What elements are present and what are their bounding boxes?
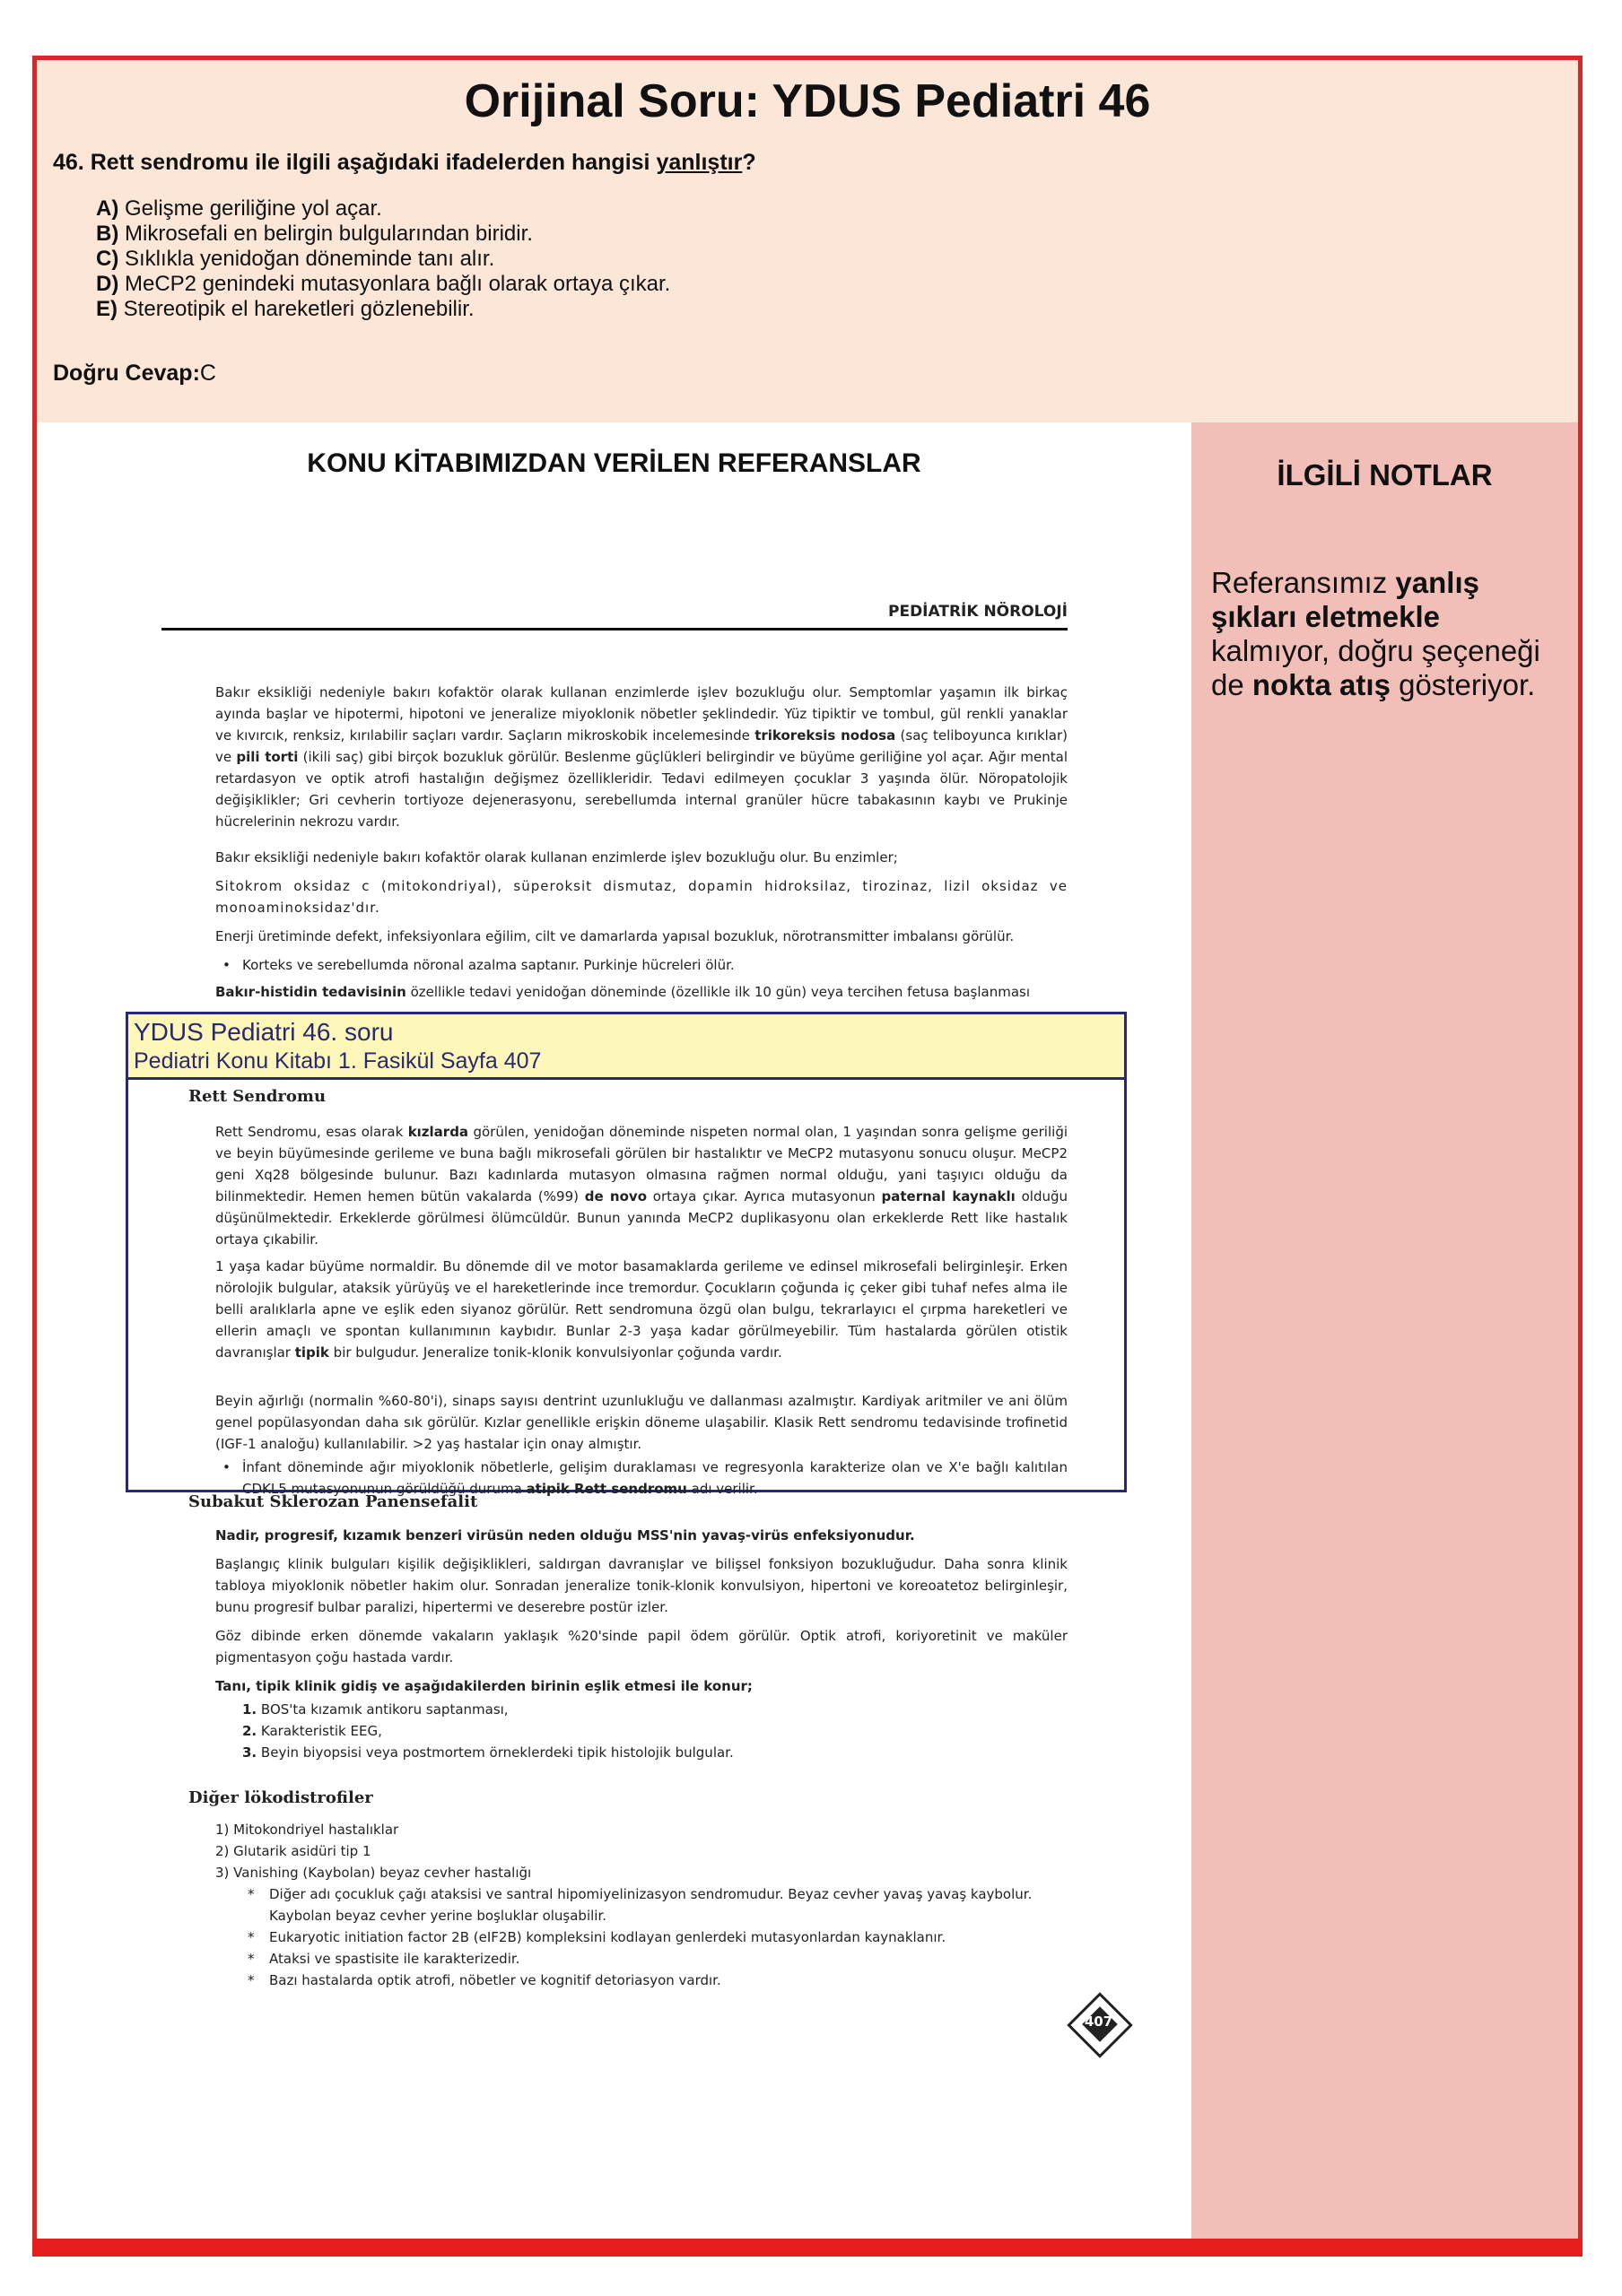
list-item: 3) Vanishing (Kaybolan) beyaz cevher hastalığı bbox=[215, 1865, 532, 1881]
notes-title: İLGİLİ NOTLAR bbox=[1277, 458, 1493, 491]
text: Bakır eksikliği nedeniyle bakırı kofaktör olarak kullanan enzimlerde işlev bozukluğu olur. Semptomlar yaşamın ilk birkaç ayında başlar ve hipotermi, hipotoni ve jeneralize miyoklonik nöbetler şeklindedir. Yüz tipiktir ve tombul, gül renkli yanaklar ve kıvırcık, renksiz, kırılabilir saçları vardır. Saçların mikroskobik incelemesinde bbox=[215, 684, 1068, 744]
book-paragraph bbox=[215, 1121, 1068, 1250]
book-paragraph: Sitokrom oksidaz c (mitokondriyal), süperoksit dismutaz, dopamin hidroksilaz, tirozinaz, lizil oksidaz ve monoaminoksidaz'dır. bbox=[215, 878, 1068, 916]
star-item: * Ataksi ve spastisite ile karakterizedir. bbox=[248, 1951, 520, 1967]
notes-text-part: kalmıyor, doğru şeçeneği de bbox=[1211, 634, 1540, 701]
option-d bbox=[96, 272, 670, 297]
text-bold: Bakır-histidin tedavisinin bbox=[215, 984, 406, 1000]
list-text: Karakteristik EEG, bbox=[260, 1723, 382, 1739]
list-number: 2. bbox=[242, 1723, 257, 1739]
answer-value: C bbox=[199, 361, 216, 386]
book-paragraph bbox=[215, 981, 1068, 1003]
option-text: MeCP2 genindeki mutasyonlara bağlı olarak ortaya çıkar. bbox=[125, 272, 671, 296]
question-stem: Rett sendromu ile ilgili aşağıdaki ifadelerden hangisi bbox=[90, 150, 650, 175]
reference-title: KONU KİTABIMIZDAN VERİLEN REFERANSLAR bbox=[307, 448, 921, 478]
answer-label: Doğru Cevap: bbox=[53, 361, 200, 386]
question-mark: ? bbox=[742, 150, 756, 175]
rett-heading: Rett Sendromu bbox=[188, 1087, 327, 1106]
list-item bbox=[242, 1720, 1094, 1742]
text: ortaya çıkar. Ayrıca mutasyonun bbox=[647, 1188, 882, 1205]
book-page-header: PEDİATRİK NÖROLOJİ bbox=[161, 603, 1068, 631]
star-item: * Eukaryotic initiation factor 2B (eIF2B) kompleksini kodlayan genlerdeki mutasyonlardan kaynaklanır. bbox=[248, 1929, 946, 1945]
option-letter: C) bbox=[96, 247, 119, 271]
list-number: 3. bbox=[242, 1744, 257, 1761]
star-item: * Bazı hastalarda optik atrofi, nöbetler ve kognitif detoriasyon vardır. bbox=[248, 1972, 721, 1988]
book-paragraph: Nadir, progresif, kızamık benzeri virüsün neden olduğu MSS'nin yavaş-virüs enfeksiyonudur. bbox=[215, 1527, 915, 1544]
text: (saç teliboyunca kırıklar) ve bbox=[215, 727, 1068, 765]
text-bold: atipik Rett sendromu bbox=[526, 1481, 687, 1497]
book-paragraph bbox=[215, 682, 1068, 832]
text-bold: trikoreksis nodosa bbox=[754, 727, 896, 744]
book-paragraph: Tanı, tipik klinik gidiş ve aşağıdakilerden birinin eşlik etmesi ile konur; bbox=[215, 1678, 753, 1694]
option-e bbox=[96, 297, 670, 322]
text-bold: paternal kaynaklı bbox=[881, 1188, 1016, 1205]
text: 1 yaşa kadar büyüme normaldir. Bu dönemde dil ve motor basamaklarda gerileme ve edinsel mikrosefali belirginleşir. Erken nörolojik bulgular, ataksik yürüyüş ve el hareketlerinde ince tremordur. Çocukların çoğunda iç çeker gibi tuhaf nefes alma ile belli aralıklarla apne ve eşlik eden siyanoz görülür. Rett sendromuna özgü olan bulgu, tekrarlayıcı el çırpma hareketleri ve ellerin amaçlı ve spontan kullanımının kaybıdır. Bunlar 2-3 yaşa kadar görülmeyebilir. Tüm hastalarda görülen otistik davranışlar bbox=[215, 1258, 1068, 1361]
diagnosis-list bbox=[242, 1699, 1094, 1763]
vanishing-notes bbox=[248, 1883, 1068, 1991]
bottom-border-bar bbox=[32, 2239, 1583, 2257]
notes-text-part: Referansımız bbox=[1211, 566, 1396, 599]
list-text: Beyin biyopsisi veya postmortem örneklerdeki tipik histolojik bulgular. bbox=[260, 1744, 734, 1761]
text: İnfant döneminde ağır miyoklonik nöbetlerle, gelişim duraklaması ve regresyonla karakterize olan ve X'e bağlı kalıtılan CDKL5 mutasyonunun görüldüğü duruma bbox=[242, 1459, 1068, 1497]
text: (ikili saç) gibi birçok bozukluk görülür. Beslenme güçlükleri belirgindir ve büyüme geriliğine yol açar. Ağır mental retardasyon ve optik atrofi hastalığın değişmez özellikleridir. Tedavi edilmeyen çocuklar 3 yaşında ölür. Nöropatolojik değişiklikler; Gri cevherin tortiyoze dejenerasyonu, serebellumda internal granüler hücre tabakasının kaybı ve Prukinje hücrelerinin nekrozu vardır. bbox=[215, 749, 1068, 830]
star-text: Bazı hastalarda optik atrofi, nöbetler ve kognitif detoriasyon vardır. bbox=[269, 1972, 721, 1988]
book-paragraph bbox=[215, 1256, 1068, 1363]
list-item: 1) Mitokondriyel hastalıklar bbox=[215, 1822, 399, 1838]
callout-line-1: YDUS Pediatri 46. soru bbox=[134, 1018, 394, 1046]
text-bold: pili torti bbox=[236, 749, 299, 765]
option-letter: D) bbox=[96, 272, 119, 296]
notes-text-bold: nokta atış bbox=[1251, 668, 1391, 701]
leukodystrophy-heading: Diğer lökodistrofiler bbox=[188, 1788, 373, 1807]
text: bir bulgudur. Jeneralize tonik-klonik konvulsiyonlar çoğunda vardır. bbox=[328, 1344, 782, 1361]
question-panel bbox=[37, 60, 1578, 422]
question-text bbox=[53, 150, 756, 176]
text: görülen, yenidoğan döneminde nispeten normal olan, 1 yaşından sonra gelişme geriliği ve beyin büyümesinde gerileme ve buna bağlı mikrosefali görülen bir hastalıktır ve MeCP2 mutasyonu sonucu oluşur. MeCP2 geni Xq28 bölgesinde bulunur. Bazı kadınlarda mutasyon olmasına rağmen normal olduğu, yani taşıyıcı olduğu da bilinmektedir. Hemen hemen bütün vakalarda (%99) bbox=[215, 1124, 1068, 1205]
notes-panel bbox=[1191, 422, 1578, 2239]
notes-text bbox=[1211, 566, 1565, 702]
option-letter: E) bbox=[96, 297, 118, 321]
callout-line-2: Pediatri Konu Kitabı 1. Fasikül Sayfa 407 bbox=[134, 1048, 542, 1074]
list-item bbox=[242, 1699, 1094, 1720]
list-number: 1. bbox=[242, 1701, 257, 1718]
option-text: Stereotipik el hareketleri gözlenebilir. bbox=[123, 297, 475, 321]
text-bold: de novo bbox=[584, 1188, 647, 1205]
source-callout bbox=[126, 1012, 1127, 1080]
star-item: * Diğer adı çocukluk çağı ataksisi ve santral hipomiyelinizasyon sendromudur. Beyaz cevher yavaş yavaş kaybolur. Kaybolan beyaz cevher yerine boşluklar oluşabilir. bbox=[248, 1886, 1033, 1924]
list-item: 2) Glutarik asidüri tip 1 bbox=[215, 1843, 371, 1859]
option-text: Sıklıkla yenidoğan döneminde tanı alır. bbox=[125, 247, 495, 271]
question-emphasis: yanlıştır bbox=[656, 150, 743, 175]
option-letter: B) bbox=[96, 222, 119, 246]
text: olduğu düşünülmektedir. Erkeklerde görülmesi ölümcüldür. Bunun yanında MeCP2 duplikasyonu olan erkeklerde Rett like hastalık ortaya çıkabilir. bbox=[215, 1188, 1068, 1248]
option-a bbox=[96, 196, 670, 222]
page-title: Orijinal Soru: YDUS Pediatri 46 bbox=[464, 75, 1151, 127]
star-text: Eukaryotic initiation factor 2B (eIF2B) kompleksini kodlayan genlerdeki mutasyonlardan kaynaklanır. bbox=[269, 1929, 946, 1945]
book-bullet: • Korteks ve serebellumda nöronal azalma saptanır. Purkinje hücreleri ölür. bbox=[242, 954, 1068, 976]
sspe-heading: Subakut Sklerozan Panensefalit bbox=[188, 1492, 478, 1511]
notes-text-part: gösteriyor. bbox=[1390, 668, 1536, 701]
text-bold: kızlarda bbox=[407, 1124, 469, 1140]
list-text: BOS'ta kızamık antikoru saptanması, bbox=[260, 1701, 509, 1718]
book-paragraph: Başlangıç klinik bulguları kişilik değişiklikleri, saldırgan davranışlar ve bilişsel fonksiyon bozukluğudur. Daha sonra klinik tabloya miyoklonik nöbetler hakim olur. Sonradan jeneralize tonik-klonik konvulsiyon, hipertoni ve koreoatetoz belirginleşir, bunu progresif bulbar paralizi, hipertermi ve deserebre postür izler. bbox=[215, 1556, 1068, 1615]
leukodystrophy-list bbox=[215, 1819, 1068, 1883]
page-number: 407 bbox=[1084, 2013, 1113, 2030]
text: Rett Sendromu, esas olarak bbox=[215, 1124, 408, 1140]
text: özellikle tedavi yenidoğan döneminde (özellikle ilk 10 gün) veya tercihen fetusa başlanması bbox=[406, 984, 1031, 1000]
option-letter: A) bbox=[96, 196, 119, 221]
option-c bbox=[96, 247, 670, 272]
star-text: Ataksi ve spastisite ile karakterizedir. bbox=[269, 1951, 520, 1967]
list-item bbox=[242, 1742, 1094, 1763]
option-text: Gelişme geriliğine yol açar. bbox=[125, 196, 382, 221]
correct-answer bbox=[53, 361, 216, 387]
book-paragraph: Bakır eksikliği nedeniyle bakırı kofaktör olarak kullanan enzimlerde işlev bozukluğu olur. Bu enzimler; bbox=[215, 849, 898, 865]
book-paragraph: Göz dibinde erken dönemde vakaların yaklaşık %20'sinde papil ödem görülür. Optik atrofi, koriyoretinit ve maküler pigmentasyon çoğu hastada vardır. bbox=[215, 1628, 1068, 1665]
notes-text-bold: yanlış şıkları eletmekle bbox=[1211, 566, 1479, 633]
question-number: 46. bbox=[53, 150, 84, 175]
text: adı verilir. bbox=[686, 1481, 758, 1497]
text-bold: tipik bbox=[294, 1344, 329, 1361]
book-paragraph: Enerji üretiminde defekt, infeksiyonlara eğilim, cilt ve damarlarda yapısal bozukluk, nörotransmitter imbalansı görülür. bbox=[215, 928, 1015, 944]
option-b bbox=[96, 222, 670, 247]
option-text: Mikrosefali en belirgin bulgularından biridir. bbox=[125, 222, 533, 246]
book-paragraph: Beyin ağırlığı (normalin %60-80'i), sinaps sayısı dentrint uzunlukluğu ve dallanması azalmıştır. Kardiyak aritmiler ve ani ölüm genel popülasyondan daha sık görülür. Kızlar genellikle erişkin döneme ulaşabilir. Klasik Rett sendromu tedavisinde trofinetid (IGF-1 analoğu) kullanılabilir. >2 yaş hastalar için onay almıştır. bbox=[215, 1393, 1068, 1452]
star-text: Diğer adı çocukluk çağı ataksisi ve santral hipomiyelinizasyon sendromudur. Beyaz cevher yavaş yavaş kaybolur. Kaybolan beyaz cevher yerine boşluklar oluşabilir. bbox=[269, 1886, 1033, 1924]
answer-options bbox=[96, 196, 670, 322]
